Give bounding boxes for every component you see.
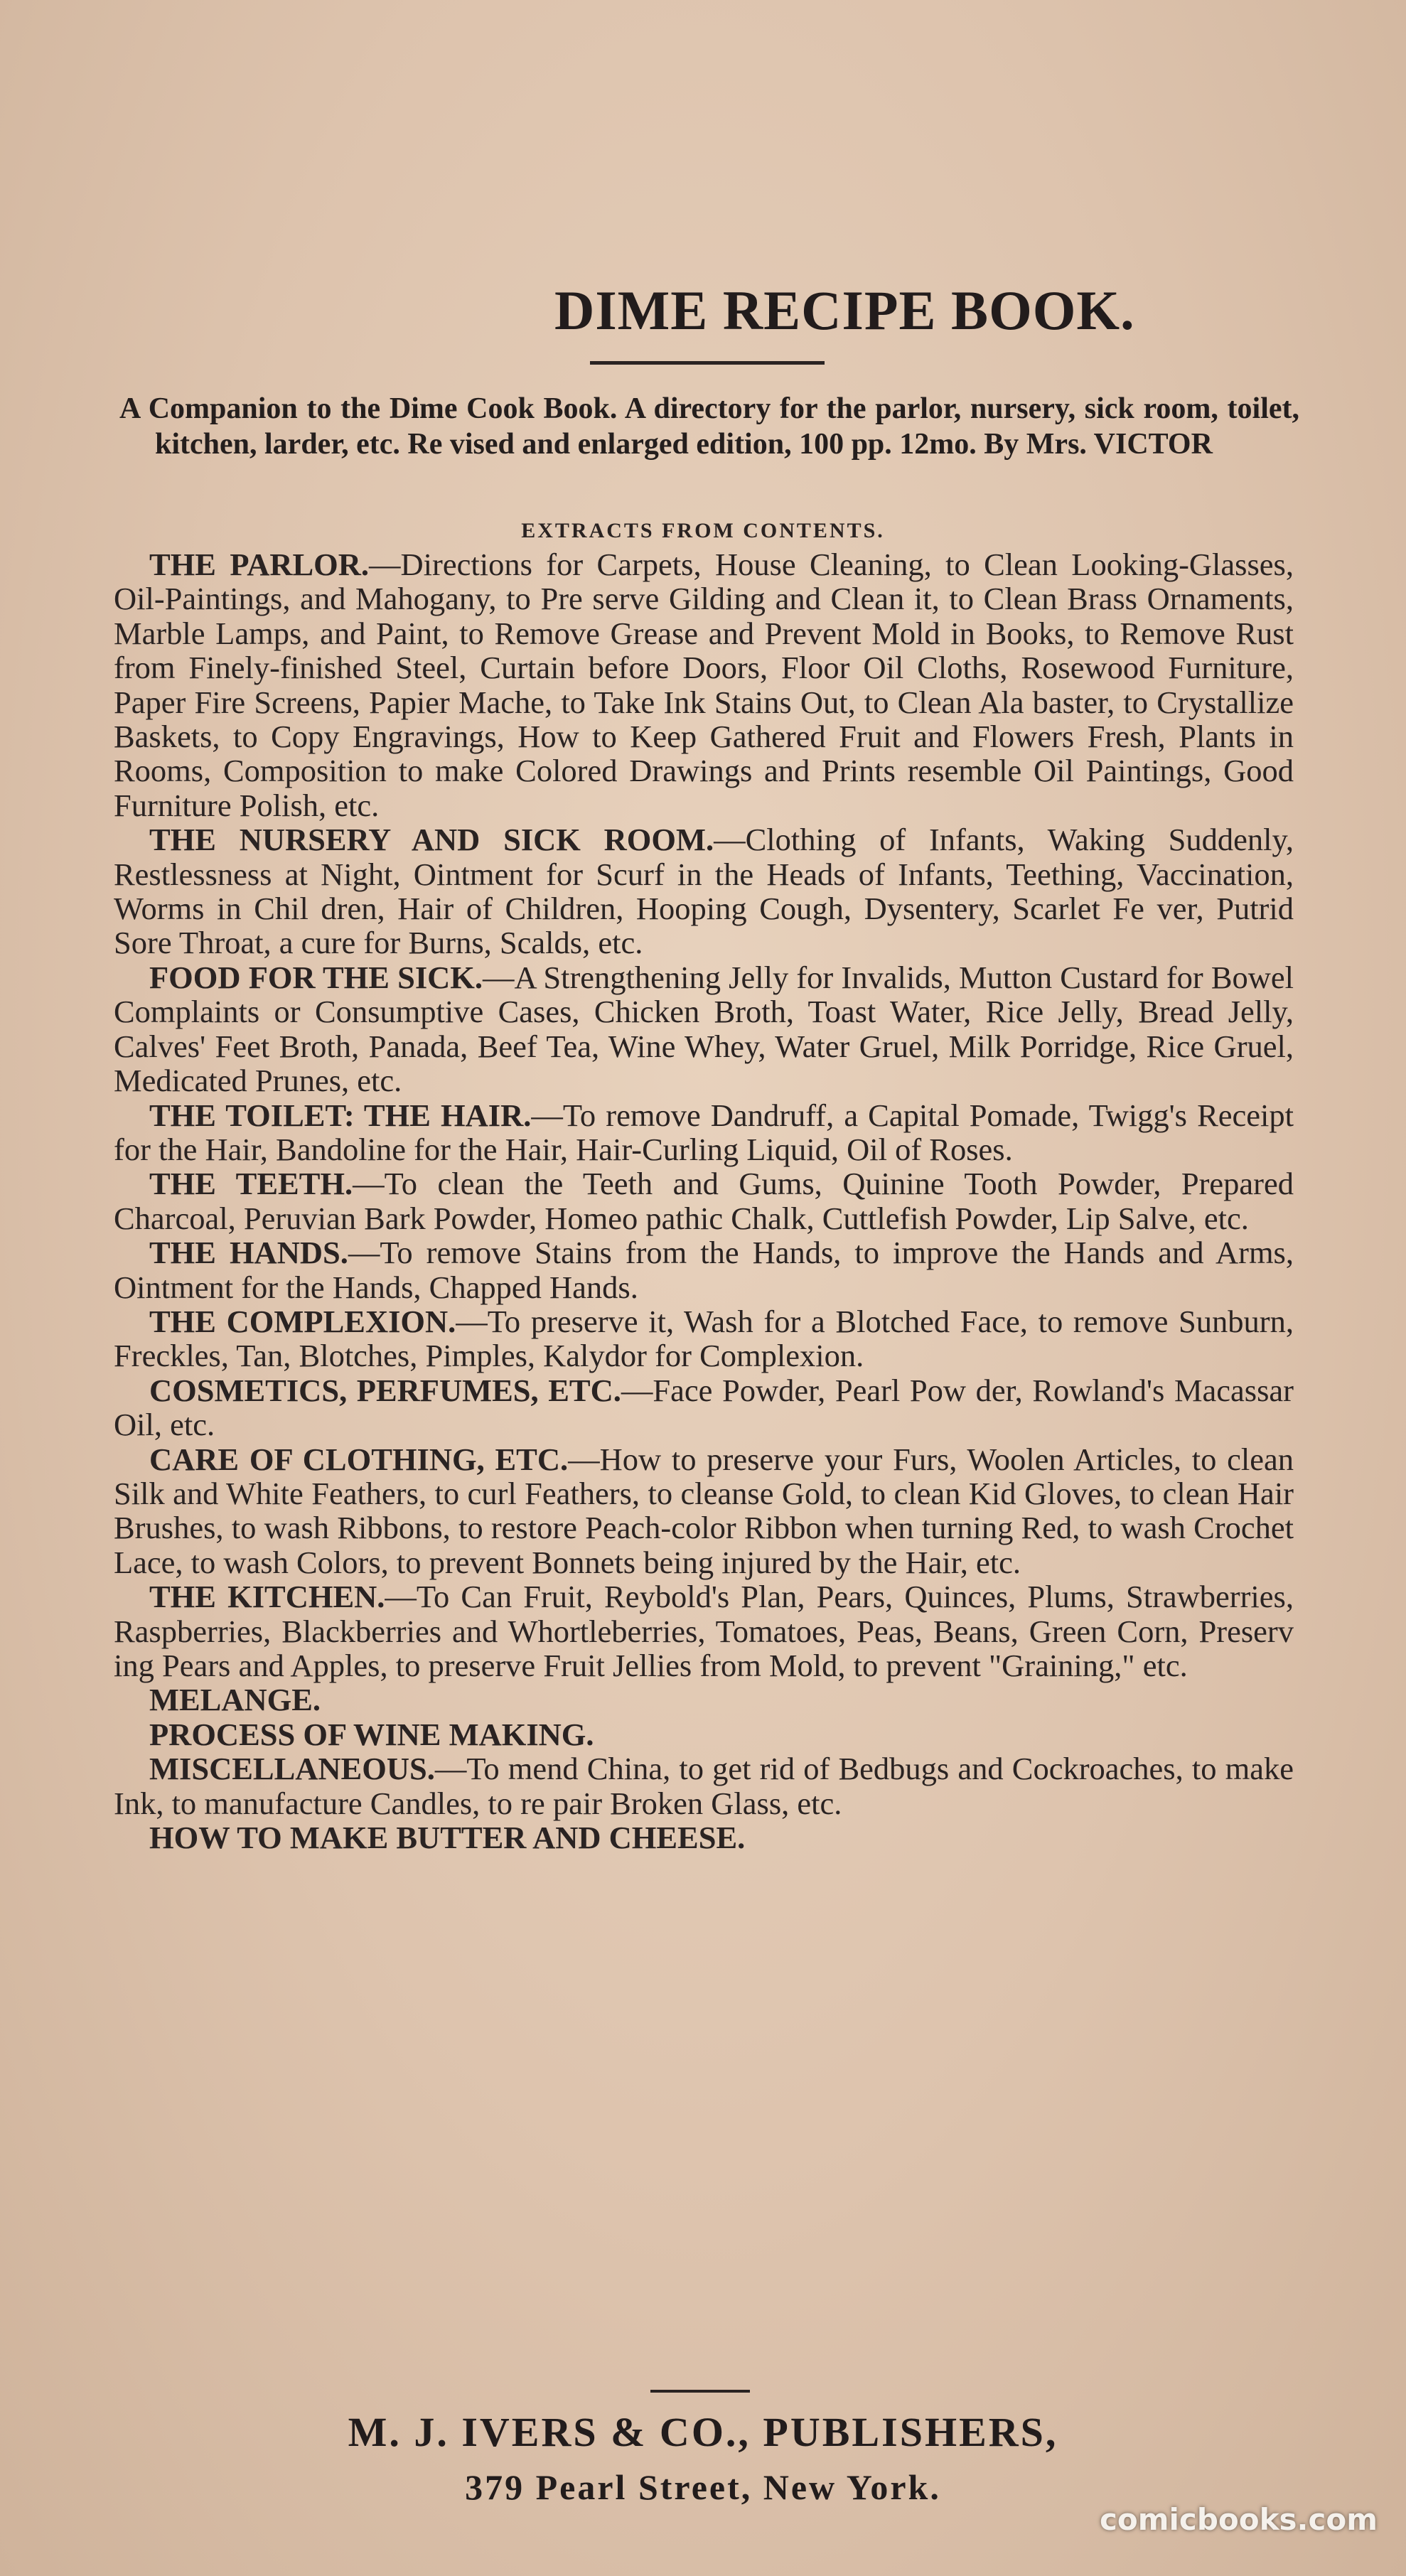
entry-heading: PROCESS OF WINE MAKING. bbox=[149, 1716, 594, 1752]
bottom-rule bbox=[650, 2390, 750, 2393]
entry-heading: MELANGE. bbox=[149, 1682, 321, 1718]
entry-heading: THE COMPLEXION. bbox=[149, 1303, 456, 1339]
entry-body: —To mend China, to get rid of Bedbugs and Cockroaches, to make Ink, to manufacture Candles, to re pair Broken Glass, etc. bbox=[114, 1751, 1294, 1821]
entry-body: —To preserve it, Wash for a Blotched Face, to remove Sunburn, Freckles, Tan, Blotches, Pimples, Kalydor for Complexion. bbox=[114, 1303, 1294, 1374]
contents-entry bbox=[114, 1751, 1294, 1820]
entry-heading: THE PARLOR. bbox=[149, 547, 370, 582]
entry-heading: COSMETICS, PERFUMES, ETC. bbox=[149, 1372, 621, 1408]
contents-list bbox=[114, 547, 1294, 1855]
intro-paragraph: A Companion to the Dime Cook Book. A directory for the parlor, nursery, sick room, toilet, kitchen, larder, etc. Re vised and enlarged edition, 100 pp. 12mo. By Mrs. VICTOR bbox=[119, 392, 1299, 461]
entry-heading: THE TOILET: THE HAIR. bbox=[149, 1097, 532, 1133]
entry-body: —Clothing of Infants, Waking Suddenly, Restlessness at Night, Ointment for Scurf in the Heads of Infants, Teething, Vaccination, Worms in Chil dren, Hair of Children, Hooping Cough, Dysentery, Scarlet Fe ver, Putrid Sore Throat, a cure for Burns, Scalds, etc. bbox=[114, 822, 1294, 961]
contents-entry bbox=[114, 1166, 1294, 1235]
extracts-heading: EXTRACTS FROM CONTENTS. bbox=[521, 519, 885, 542]
intro-block bbox=[119, 391, 1299, 462]
contents-entry bbox=[114, 1235, 1294, 1304]
entry-body: —To remove Dandruff, a Capital Pomade, Twigg's Receipt for the Hair, Bandoline for the Hair, Hair-Curling Liquid, Oil of Roses. bbox=[114, 1097, 1294, 1167]
contents-entry bbox=[114, 1579, 1294, 1683]
entry-heading: FOOD FOR THE SICK. bbox=[149, 959, 483, 995]
contents-entry bbox=[114, 822, 1294, 960]
contents-entry bbox=[114, 547, 1294, 822]
contents-entry bbox=[114, 960, 1294, 1098]
entry-body: —Face Powder, Pearl Pow der, Rowland's Macassar Oil, etc. bbox=[114, 1372, 1294, 1443]
entry-heading: THE TEETH. bbox=[149, 1166, 353, 1202]
entry-body: —A Strengthening Jelly for Invalids, Mutton Custard for Bowel Complaints or Consumptive Cases, Chicken Broth, Toast Water, Rice Jelly, Bread Jelly, Calves' Feet Broth, Panada, Beef Tea, Wine Whey, Water Gruel, Milk Porridge, Rice Gruel, Medicated Prunes, etc. bbox=[114, 959, 1294, 1099]
entry-heading: HOW TO MAKE BUTTER AND CHEESE. bbox=[149, 1820, 746, 1856]
watermark: comicbooks.com bbox=[1100, 2502, 1378, 2537]
contents-entry bbox=[114, 1098, 1294, 1167]
entry-body: —Directions for Carpets, House Cleaning, to Clean Looking-Glasses, Oil-Paintings, and Mahogany, to Pre serve Gilding and Clean it, to Clean Brass Ornaments, Marble Lamps, and Paint, to Remove Grease and Prevent Mold in Books, to Remove Rust from Finely-finished Steel, Curtain before Doors, Floor Oil Cloths, Rosewood Furniture, Paper Fire Screens, Papier Mache, to Take Ink Stains Out, to Clean Ala baster, to Crystallize Baskets, to Copy Engravings, How to Keep Gathered Fruit and Flowers Fresh, Plants in Rooms, Composition to make Colored Drawings and Prints resemble Oil Paintings, Good Furniture Polish, etc. bbox=[114, 547, 1294, 823]
publisher-line: M. J. IVERS & CO., PUBLISHERS, bbox=[348, 2409, 1058, 2455]
contents-entry bbox=[114, 1683, 1294, 1717]
entry-body: —To clean the Teeth and Gums, Quinine Tooth Powder, Prepared Charcoal, Peruvian Bark Powder, Homeo pathic Chalk, Cuttlefish Powder, Lip Salve, etc. bbox=[114, 1166, 1294, 1236]
entry-heading: THE KITCHEN. bbox=[149, 1579, 385, 1615]
entry-heading: THE HANDS. bbox=[149, 1235, 348, 1271]
entry-body: —How to preserve your Furs, Woolen Articles, to clean Silk and White Feathers, to curl Feathers, to cleanse Gold, to clean Kid Gloves, to clean Hair Brushes, to wash Ribbons, to restore Peach-color Ribbon when turning Red, to wash Crochet Lace, to wash Colors, to prevent Bonnets being injured by the Hair, etc. bbox=[114, 1441, 1294, 1580]
entry-body: —To remove Stains from the Hands, to improve the Hands and Arms, Ointment for the Hands, Chapped Hands. bbox=[114, 1235, 1294, 1305]
entry-heading: MISCELLANEOUS. bbox=[149, 1751, 435, 1787]
entry-heading: CARE OF CLOTHING, ETC. bbox=[149, 1441, 569, 1477]
title-rule bbox=[590, 361, 825, 365]
contents-entry bbox=[114, 1820, 1294, 1855]
entry-body: —To Can Fruit, Reybold's Plan, Pears, Quinces, Plums, Strawberries, Raspberries, Blackberries and Whortleberries, Tomatoes, Peas, Beans, Green Corn, Preserv ing Pears and Apples, to preserve Fruit Jellies from Mold, to prevent "Graining," etc. bbox=[114, 1579, 1294, 1683]
address-line: 379 Pearl Street, New York. bbox=[465, 2467, 941, 2507]
page-title: DIME RECIPE BOOK. bbox=[554, 279, 1135, 341]
entry-heading: THE NURSERY AND SICK ROOM. bbox=[149, 822, 714, 858]
contents-entry bbox=[114, 1304, 1294, 1373]
contents-entry bbox=[114, 1442, 1294, 1580]
contents-entry bbox=[114, 1717, 1294, 1751]
contents-entry bbox=[114, 1373, 1294, 1442]
